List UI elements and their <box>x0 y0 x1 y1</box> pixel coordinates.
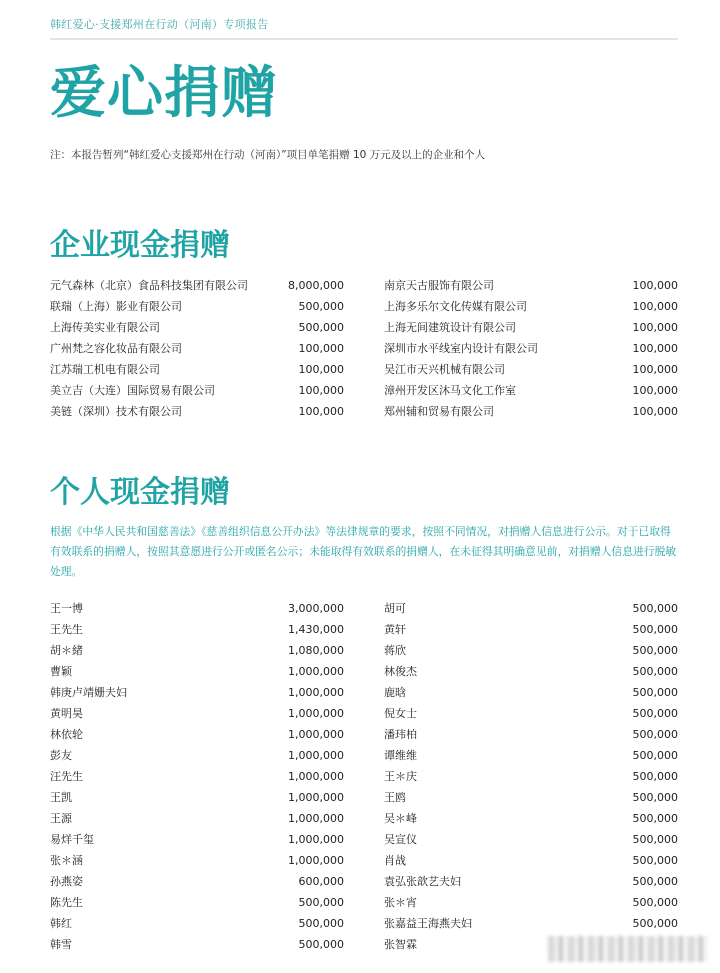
donor-name: 黄轩 <box>384 623 406 636</box>
donation-amount: 500,000 <box>298 300 344 313</box>
column-gap <box>344 380 384 401</box>
donation-amount: 500,000 <box>632 644 678 657</box>
donation-amount: 100,000 <box>632 405 678 418</box>
donor-name: 韩红 <box>50 917 72 930</box>
donation-amount: 500,000 <box>632 707 678 720</box>
corporate-section-title: 企业现金捐赠 <box>50 228 230 263</box>
donor-name: 倪女士 <box>384 707 417 720</box>
column-gap <box>344 787 384 808</box>
individual-section-title: 个人现金捐赠 <box>50 475 230 510</box>
donor-name: 漳州开发区沐马文化工作室 <box>384 384 516 397</box>
donation-amount: 500,000 <box>298 896 344 909</box>
donation-amount: 500,000 <box>632 854 678 867</box>
donor-name: 林依轮 <box>50 728 83 741</box>
corporate-donation-table <box>50 275 678 422</box>
column-gap <box>344 619 384 640</box>
donor-name: 郑州辅和贸易有限公司 <box>384 405 494 418</box>
column-gap <box>344 724 384 745</box>
donation-amount: 100,000 <box>298 405 344 418</box>
donor-name: 陈先生 <box>50 896 83 909</box>
donor-name: 韩雪 <box>50 938 72 951</box>
column-gap <box>344 892 384 913</box>
donation-amount: 1,080,000 <box>288 644 344 657</box>
column-gap <box>344 808 384 829</box>
donation-amount: 1,000,000 <box>288 728 344 741</box>
donor-name: 张＊宵 <box>384 896 417 909</box>
header-divider <box>50 38 678 40</box>
donation-amount: 500,000 <box>632 875 678 888</box>
donor-name: 吴＊峰 <box>384 812 417 825</box>
donor-name: 美链（深圳）技术有限公司 <box>50 405 182 418</box>
donor-name: 吴宣仪 <box>384 833 417 846</box>
column-gap <box>344 913 384 934</box>
donation-amount: 500,000 <box>632 728 678 741</box>
column-gap <box>344 871 384 892</box>
donation-amount: 100,000 <box>632 300 678 313</box>
column-gap <box>344 317 384 338</box>
donation-amount: 100,000 <box>632 279 678 292</box>
donor-name: 江苏瑞工机电有限公司 <box>50 363 160 376</box>
donor-name: 王源 <box>50 812 72 825</box>
donation-amount: 500,000 <box>632 749 678 762</box>
donor-name: 元气森林（北京）食品科技集团有限公司 <box>50 279 248 292</box>
donation-amount: 1,000,000 <box>288 665 344 678</box>
donor-name: 张嘉益王海燕夫妇 <box>384 917 472 930</box>
donation-amount: 100,000 <box>632 321 678 334</box>
individual-description: 根据《中华人民共和国慈善法》《慈善组织信息公开办法》等法律规章的要求，按照不同情况，对捐赠人信息进行公示。对于已取得有效联系的捐赠人，按照其意愿进行公开或匿名公示；未能取得有效联系的捐赠人，在未征得其明确意见前，对捐赠人信息进行脱敏处理。 <box>50 525 677 578</box>
donor-name: 林俊杰 <box>384 665 417 678</box>
donor-name: 上海多乐尔文化传媒有限公司 <box>384 300 527 313</box>
donor-name: 肖战 <box>384 854 406 867</box>
donation-amount: 1,000,000 <box>288 707 344 720</box>
column-gap <box>344 359 384 380</box>
donation-amount: 500,000 <box>632 833 678 846</box>
donation-amount: 1,000,000 <box>288 854 344 867</box>
donation-amount: 500,000 <box>632 896 678 909</box>
donation-amount: 1,000,000 <box>288 749 344 762</box>
donor-name: 广州梵之容化妆品有限公司 <box>50 342 182 355</box>
donation-amount: 100,000 <box>298 342 344 355</box>
donor-name: 蒋欣 <box>384 644 406 657</box>
donation-amount: 100,000 <box>298 363 344 376</box>
donation-amount: 1,000,000 <box>288 686 344 699</box>
donor-name: 胡可 <box>384 602 406 615</box>
donor-name: 王先生 <box>50 623 83 636</box>
donation-amount: 100,000 <box>632 384 678 397</box>
donor-name: 上海无间建筑设计有限公司 <box>384 321 516 334</box>
column-gap <box>344 766 384 787</box>
donation-amount: 500,000 <box>298 917 344 930</box>
donor-name: 南京天古服饰有限公司 <box>384 279 494 292</box>
donor-name: 潘玮柏 <box>384 728 417 741</box>
donation-amount: 500,000 <box>632 686 678 699</box>
donor-name: 联瑞（上海）影业有限公司 <box>50 300 182 313</box>
donation-amount: 500,000 <box>632 917 678 930</box>
donation-amount: 3,000,000 <box>288 602 344 615</box>
donation-amount: 500,000 <box>632 665 678 678</box>
donation-amount: 8,000,000 <box>288 279 344 292</box>
donation-amount: 500,000 <box>632 623 678 636</box>
report-note: 注：本报告暂列“韩红爱心支援郑州在行动（河南）”项目单笔捐赠 10 万元及以上的企业和个人 <box>50 149 486 161</box>
donor-name: 王凯 <box>50 791 72 804</box>
donation-amount: 1,000,000 <box>288 791 344 804</box>
donation-amount: 500,000 <box>632 791 678 804</box>
donation-amount: 1,000,000 <box>288 833 344 846</box>
donor-name: 韩庚卢靖姗夫妇 <box>50 686 127 699</box>
column-gap <box>344 338 384 359</box>
donor-name: 王鸥 <box>384 791 406 804</box>
donation-amount: 1,000,000 <box>288 770 344 783</box>
donor-name: 鹿晗 <box>384 686 406 699</box>
donation-amount: 600,000 <box>298 875 344 888</box>
column-gap <box>344 850 384 871</box>
donor-name: 吴江市天兴机械有限公司 <box>384 363 505 376</box>
column-gap <box>344 275 384 296</box>
donation-amount: 500,000 <box>298 321 344 334</box>
column-gap <box>344 745 384 766</box>
donation-amount: 100,000 <box>632 342 678 355</box>
column-gap <box>344 703 384 724</box>
donor-name: 王＊庆 <box>384 770 417 783</box>
donor-name: 张＊涵 <box>50 854 83 867</box>
donation-amount: 500,000 <box>632 602 678 615</box>
donor-name: 曹颖 <box>50 665 72 678</box>
column-gap <box>344 934 384 955</box>
column-gap <box>344 296 384 317</box>
donation-amount: 100,000 <box>298 384 344 397</box>
report-header: 韩红爱心·支援郑州在行动（河南）专项报告 <box>50 18 269 31</box>
donation-amount: 500,000 <box>298 938 344 951</box>
donor-name: 汪先生 <box>50 770 83 783</box>
donor-name: 彭友 <box>50 749 72 762</box>
donor-name: 谭维维 <box>384 749 417 762</box>
donation-amount: 500,000 <box>632 770 678 783</box>
donor-name: 袁弘张歆艺夫妇 <box>384 875 461 888</box>
donor-name: 黄明昊 <box>50 707 83 720</box>
column-gap <box>344 829 384 850</box>
donation-amount: 100,000 <box>632 363 678 376</box>
column-gap <box>344 598 384 619</box>
donor-name: 王一博 <box>50 602 83 615</box>
column-gap <box>344 682 384 703</box>
column-gap <box>344 401 384 422</box>
donor-name: 上海传美实业有限公司 <box>50 321 160 334</box>
column-gap <box>344 661 384 682</box>
donation-amount: 1,430,000 <box>288 623 344 636</box>
watermark-blur <box>548 936 708 962</box>
donor-name: 张智霖 <box>384 938 417 951</box>
donor-name: 胡＊緒 <box>50 644 83 657</box>
donation-amount: 1,000,000 <box>288 812 344 825</box>
donor-name: 深圳市水平线室内设计有限公司 <box>384 342 538 355</box>
individual-donation-table <box>50 598 678 955</box>
donor-name: 易烊千玺 <box>50 833 94 846</box>
donor-name: 孙燕姿 <box>50 875 83 888</box>
donation-amount: 500,000 <box>632 812 678 825</box>
page-title: 爱心捐赠 <box>50 61 278 126</box>
column-gap <box>344 640 384 661</box>
donor-name: 美立吉（大连）国际贸易有限公司 <box>50 384 215 397</box>
